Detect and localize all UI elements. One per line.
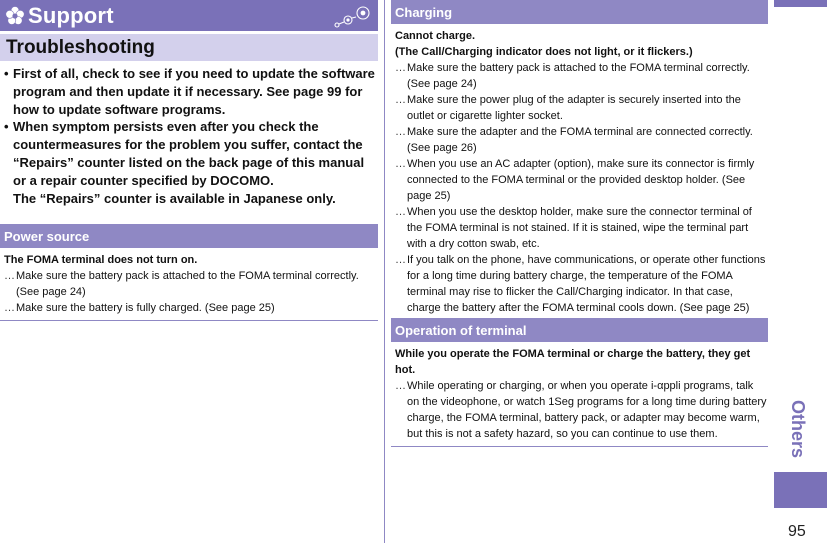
intro-bullet [4, 65, 378, 118]
power-source-section [0, 224, 378, 321]
answer-marker: … [395, 94, 405, 106]
answer-item [391, 92, 768, 124]
charging-question-note: (The Call/Charging indicator does not light, or it flickers.) [395, 46, 693, 58]
section-title: Support [28, 2, 114, 28]
answer-marker: … [4, 302, 14, 315]
column-divider [384, 0, 385, 543]
bullet-marker: • [4, 119, 9, 135]
answer-text: When you use an AC adapter (option), make sure its connector is firmly connected to the FOMA terminal or the provided desktop holder. (See page 25) [407, 158, 755, 202]
section-divider [0, 320, 378, 321]
bullet-marker: • [4, 66, 9, 81]
answer-marker: … [395, 206, 405, 218]
side-tab-label-text: Others [788, 400, 808, 459]
flower-icon [4, 5, 26, 27]
subsection-bar [0, 34, 378, 61]
page-number: 95 [788, 523, 806, 540]
answer-text: Make sure the power plug of the adapter is securely inserted into the outlet or cigarette lighter socket. [407, 94, 741, 122]
answer-item [391, 156, 768, 204]
right-column [391, 0, 768, 447]
flower-decoration-icon [334, 4, 374, 28]
answer-marker: … [4, 270, 14, 283]
answer-marker: … [395, 126, 405, 138]
answer-marker: … [395, 380, 405, 392]
answer-text: Make sure the battery pack is attached to the FOMA terminal correctly. (See page 24) [16, 270, 359, 299]
answer-item [0, 268, 378, 300]
answer-marker: … [395, 254, 405, 266]
answer-text: If you talk on the phone, have communications, or operate other functions for a long time during battery charge, the temperature of the FOMA terminal may rise to flicker the Call/Charging indicator. In that case, charge the battery after the FOMA terminal cools down. (See page 25) [407, 254, 766, 314]
answer-item [391, 124, 768, 156]
side-tab-marker [774, 472, 827, 508]
answer-item [0, 300, 378, 316]
charging-question: Cannot charge. [395, 30, 476, 42]
side-tab-top [774, 0, 827, 7]
answer-marker: … [395, 158, 405, 170]
answer-item [391, 378, 768, 442]
operation-heading: Operation of terminal [391, 318, 768, 342]
charging-heading: Charging [391, 0, 768, 24]
answer-text: Make sure the battery is fully charged. (See page 25) [16, 302, 275, 315]
bullet-text: First of all, check to see if you need to update the software program and then update it if necessary. See page 99 for how to update software programs. [13, 66, 375, 117]
section-banner [0, 0, 378, 31]
charging-section [391, 0, 768, 316]
answer-item [391, 204, 768, 252]
intro-bullet [4, 118, 378, 207]
subsection-title: Troubleshooting [6, 36, 155, 58]
answer-item [391, 252, 768, 316]
side-tab-label [786, 400, 810, 465]
answer-item [391, 60, 768, 92]
answer-text: Make sure the battery pack is attached to the FOMA terminal correctly. (See page 24) [407, 62, 750, 90]
answer-text: While operating or charging, or when you operate i-αppli programs, talk on the videophone, or watch 1Seg programs for a long time during battery charge, the FOMA terminal, battery pack, or adapter may become warm, but this is not a safety hazard, so you can continue to use them. [407, 380, 767, 440]
power-source-question: The FOMA terminal does not turn on. [4, 254, 198, 267]
intro-bullets [0, 61, 378, 207]
answer-text: Make sure the adapter and the FOMA terminal are connected correctly. (See page 26) [407, 126, 753, 154]
answer-marker: … [395, 62, 405, 74]
answer-text: When you use the desktop holder, make sure the connector terminal of the FOMA terminal is not stained. If it is stained, wipe the terminal part with a dry cotton swab, etc. [407, 206, 752, 250]
bullet-text: When symptom persists even after you check the countermeasures for the problem you suffer, contact the “Repairs” counter listed on the back page of this manual or a repair counter specified by DOCOMO. The “Repairs” counter is available in Japanese only. [13, 119, 365, 206]
section-divider [391, 446, 768, 447]
left-column [0, 0, 378, 321]
operation-question: While you operate the FOMA terminal or charge the battery, they get hot. [395, 348, 751, 376]
power-source-heading: Power source [0, 224, 378, 248]
operation-section [391, 318, 768, 447]
